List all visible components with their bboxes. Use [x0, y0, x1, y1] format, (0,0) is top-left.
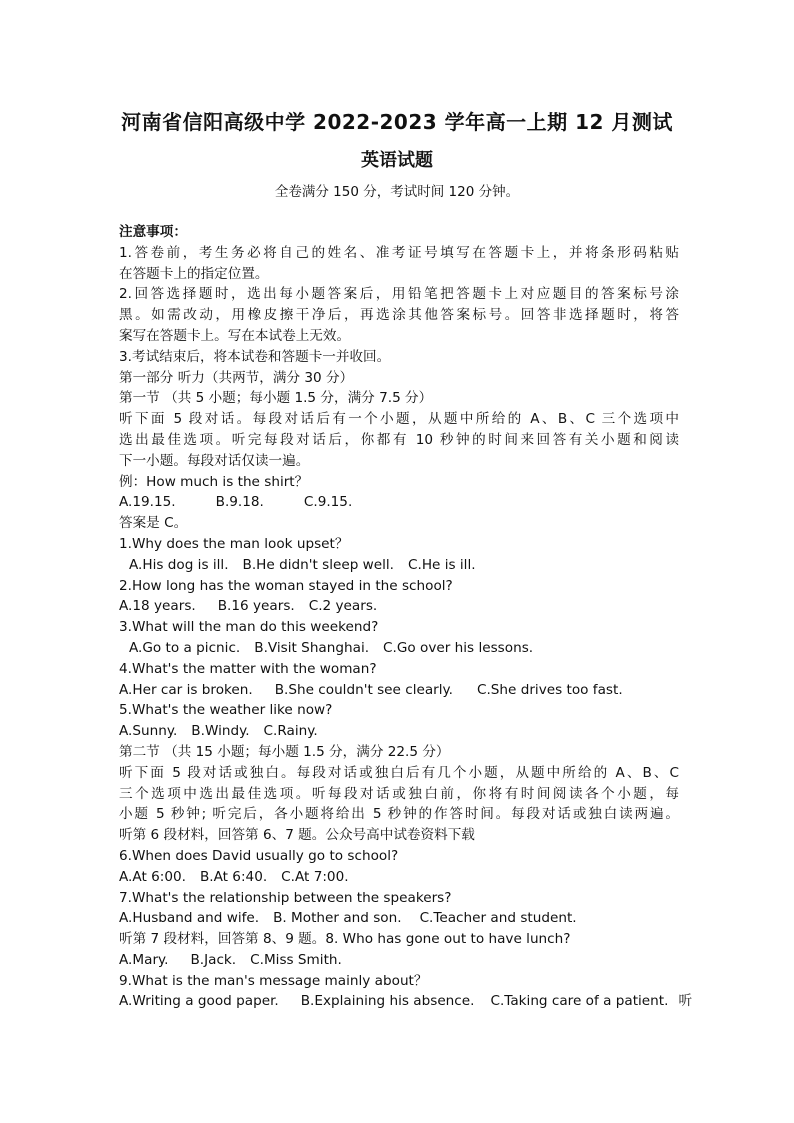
option: A.Mary.: [119, 951, 169, 968]
notes-line: 2.回答选择题时，选出每小题答案后，用铅笔把答题卡上对应题目的答案标号涂: [119, 286, 679, 303]
option: B.16 years.: [217, 598, 295, 615]
option: B.Explaining his absence.: [300, 993, 475, 1010]
question-options: [119, 680, 679, 701]
option: A.19.15.: [119, 494, 176, 511]
question: 3.What will the man do this weekend?: [119, 619, 379, 636]
option: B.Windy.: [191, 723, 250, 740]
option: C.Go over his lessons.: [383, 639, 534, 656]
question: 5.What's the weather like now?: [119, 702, 333, 719]
question: 7.What's the relationship between the speakers?: [119, 889, 452, 906]
option: C.She drives too fast.: [476, 681, 623, 698]
section2-instructions: 小题 5 秒钟; 听完后，各小题将给出 5 秒钟的作答时间。每段对话或独白读两遍。: [119, 806, 679, 823]
example-question: 例：How much is the shirt？: [119, 473, 309, 490]
option: B. Mother and son.: [273, 910, 402, 927]
option: A.18 years.: [119, 598, 196, 615]
exam-info: 全卷满分 150 分，考试时间 120 分钟。: [274, 184, 520, 200]
question-options: [119, 908, 679, 929]
option: C.He is ill.: [408, 556, 476, 573]
option: B.Jack.: [190, 951, 237, 968]
option: C.2 years.: [308, 598, 378, 615]
notes-line: 在答题卡上的指定位置。: [119, 265, 269, 282]
question-options: [119, 555, 679, 576]
question: 6.When does David usually go to school?: [119, 847, 399, 864]
exam-body: [119, 222, 693, 1012]
option: B.At 6:40.: [199, 868, 268, 885]
option: B.9.18.: [215, 494, 264, 511]
option: A.Writing a good paper.: [119, 993, 279, 1010]
question: 9.What is the man's message mainly about？: [119, 972, 428, 989]
section1-heading: 第一节 （共 5 小题；每小题 1.5 分，满分 7.5 分）: [119, 390, 433, 407]
question-options: [119, 596, 679, 617]
question: 4.What's the matter with the woman?: [119, 660, 377, 677]
option: A.His dog is ill.: [129, 556, 229, 573]
option: A.Go to a picnic.: [129, 639, 241, 656]
subject-title: 英语试题: [361, 150, 433, 171]
continued-text: 听: [678, 993, 693, 1010]
option: A.Sunny.: [119, 723, 178, 740]
option: C.Teacher and student.: [419, 910, 577, 927]
example-options: [119, 492, 679, 513]
option: C.9.15.: [303, 494, 353, 511]
option: A.At 6:00.: [119, 868, 186, 885]
notes-line: 黑。如需改动，用橡皮擦干净后，再选涂其他答案标号。回答非选择题时，将答: [119, 307, 679, 324]
option: B.Visit Shanghai.: [254, 639, 370, 656]
section2-instructions: 三个选项中选出最佳选项。听每段对话或独白前，你将有时间阅读各个小题，每: [119, 785, 679, 802]
section1-instructions: 听下面 5 段对话。每段对话后有一个小题，从题中所给的 A、B、C 三个选项中: [119, 411, 679, 428]
option: A.Husband and wife.: [119, 910, 260, 927]
material-heading: 听第 6 段材料，回答第 6、7 题。公众号高中试卷资料下载: [119, 827, 475, 844]
section2-heading: 第二节 （共 15 小题；每小题 1.5 分，满分 22.5 分）: [119, 743, 450, 760]
option: A.Her car is broken.: [119, 681, 253, 698]
material-heading: 听第 7 段材料，回答第 8、9 题。8. Who has gone out to have lunch?: [119, 931, 571, 948]
option: C.Rainy.: [263, 723, 318, 740]
part1-heading: 第一部分 听力（共两节，满分 30 分）: [119, 369, 354, 386]
notes-line: 案写在答题卡上。写在本试卷上无效。: [119, 327, 351, 344]
question-options: [119, 721, 679, 742]
question-options: [119, 991, 693, 1012]
exam-title: 河南省信阳高级中学 2022-2023 学年高一上期 12 月测试: [121, 110, 673, 134]
section1-instructions: 选出最佳选项。听完每段对话后，你都有 10 秒钟的时间来回答有关小题和阅读: [119, 431, 679, 448]
section1-instructions: 下一小题。每段对话仅读一遍。: [119, 452, 310, 469]
option: C.Taking care of a patient.: [490, 993, 669, 1010]
option: C.At 7:00.: [281, 868, 349, 885]
notes-heading: 注意事项：: [119, 224, 187, 240]
question-options: [119, 867, 679, 888]
notes-line: 1.答卷前，考生务必将自己的姓名、准考证号填写在答题卡上，并将条形码粘贴: [119, 244, 679, 261]
example-answer: 答案是 C。: [119, 515, 188, 532]
question-options: [119, 638, 679, 659]
option: C.Miss Smith.: [250, 951, 342, 968]
option: B.He didn't sleep well.: [242, 556, 394, 573]
question: 1.Why does the man look upset？: [119, 535, 349, 552]
option: B.She couldn't see clearly.: [274, 681, 453, 698]
section2-instructions: 听下面 5 段对话或独白。每段对话或独白后有几个小题，从题中所给的 A、B、C: [119, 764, 679, 781]
question: 2.How long has the woman stayed in the school?: [119, 577, 453, 594]
notes-line: 3.考试结束后，将本试卷和答题卡一并收回。: [119, 348, 391, 365]
question-options: [119, 950, 679, 971]
